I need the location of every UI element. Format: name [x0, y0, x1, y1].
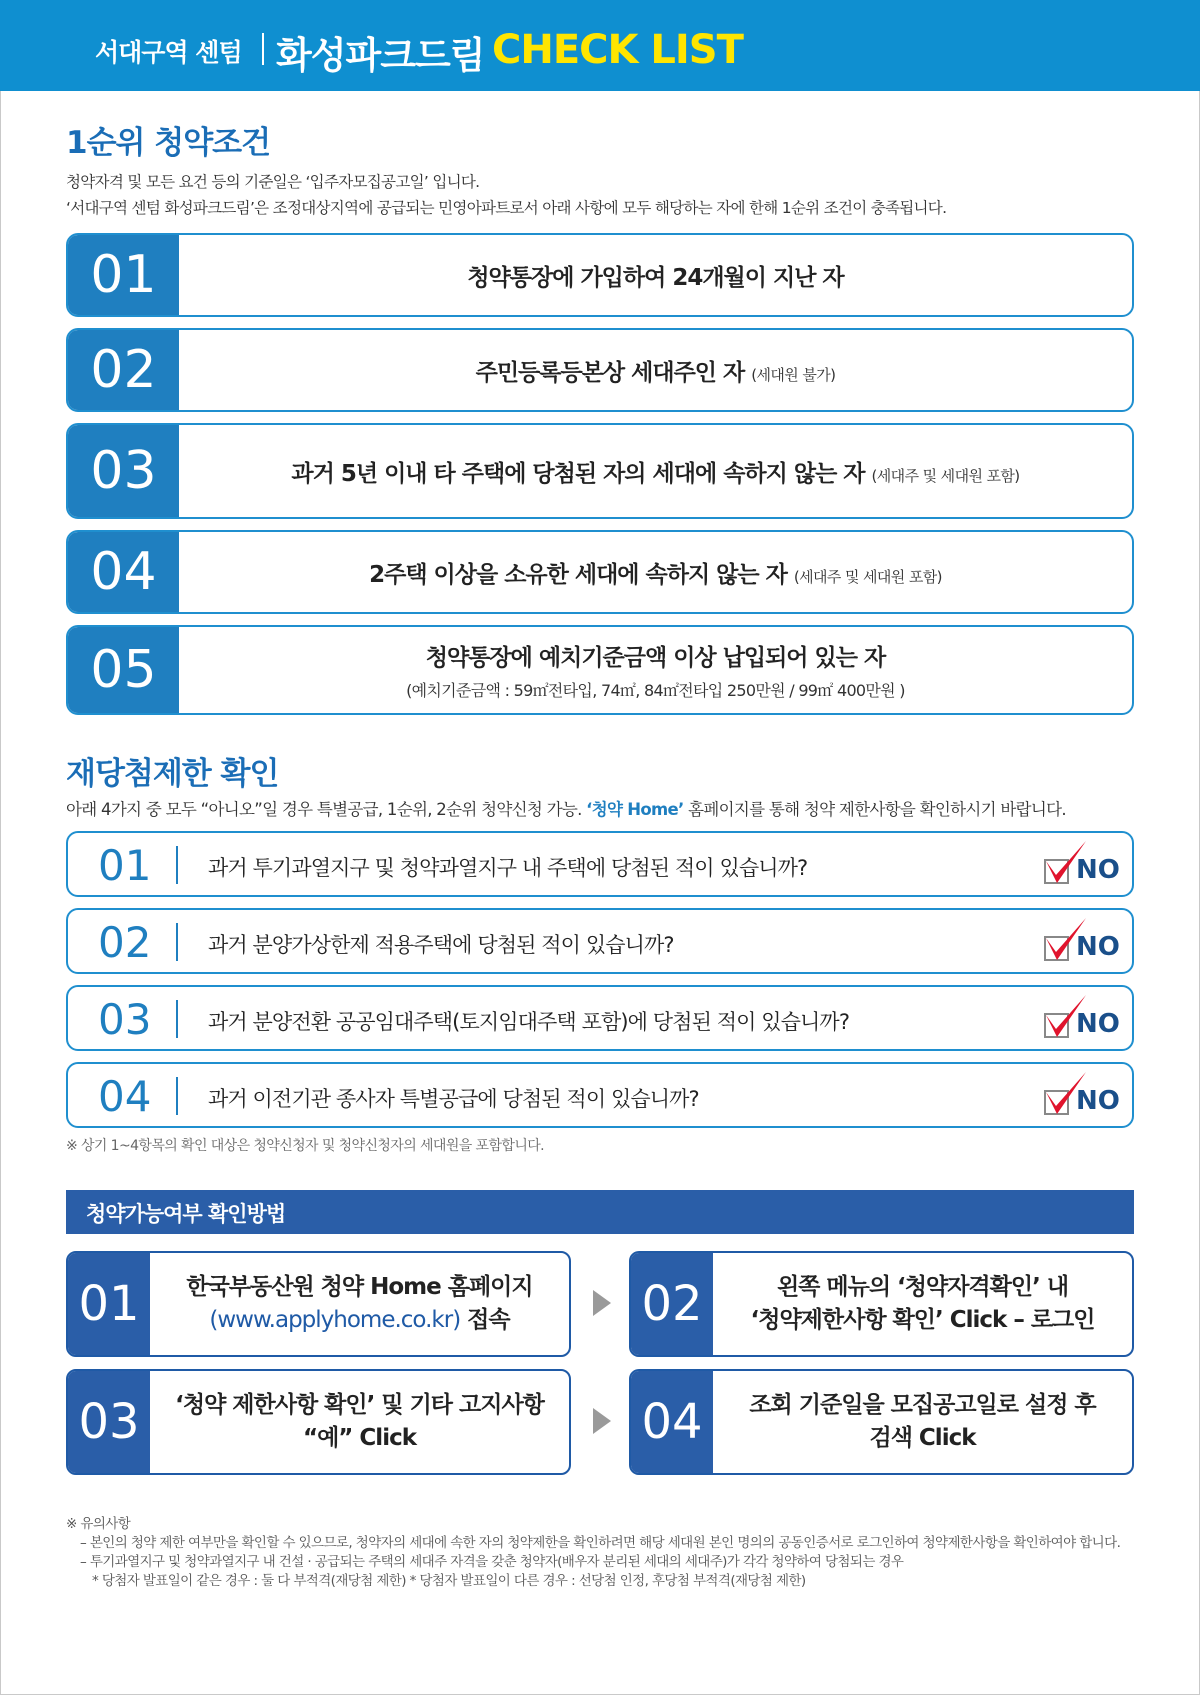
applyhome-highlight: ‘청약 Home’ [586, 800, 684, 819]
step-number: 02 [631, 1253, 713, 1355]
arrow-right-icon [593, 1290, 611, 1316]
header-divider [262, 33, 264, 65]
condition-text: 과거 5년 이내 타 주택에 당첨된 자의 세대에 속하지 않는 자 [291, 460, 865, 487]
section1-desc-1: 청약자격 및 모든 요건 등의 기준일은 ‘입주자모집공고일’ 입니다. [66, 173, 480, 191]
header-checklist: CHECK LIST [492, 27, 743, 73]
condition-note: (세대주 및 세대원 포함) [793, 567, 942, 586]
question-divider [176, 923, 178, 961]
condition-item [66, 423, 1134, 519]
condition-text: 청약통장에 예치기준금액 이상 납입되어 있는 자 [425, 645, 886, 671]
condition-number: 03 [68, 425, 179, 517]
step-card [629, 1369, 1134, 1475]
question-text: 과거 분양전환 공공임대주택(토지임대주택 포함)에 당첨된 적이 있습니까? [208, 1010, 850, 1034]
question-text: 과거 분양가상한제 적용주택에 당첨된 적이 있습니까? [208, 933, 674, 957]
condition-item [66, 625, 1134, 715]
section2-title: 재당첨제한 확인 [66, 756, 279, 792]
header-location: 서대구역 센텀 [95, 38, 242, 67]
question-row [66, 908, 1134, 974]
question-number: 01 [98, 841, 152, 890]
notes-line-1: – 본인의 청약 제한 여부만을 확인할 수 있으므로, 청약자의 세대에 속한 자의 청약제한을 확인하려면 해당 세대원 본인 명의의 공동인증서로 로그인하여 청약제한사항을 확인하여야 합니다. [80, 1535, 1121, 1551]
question-text: 과거 이전기관 종사자 특별공급에 당첨된 적이 있습니까? [208, 1087, 699, 1111]
step-number: 03 [68, 1371, 150, 1473]
condition-note: (세대원 불가) [751, 365, 836, 384]
condition-subtext: (예치기준금액 : 59㎡전타입, 74㎡, 84㎡전타입 250만원 / 99㎡ 400만원 ) [406, 681, 905, 700]
section2-desc [66, 796, 1066, 820]
question-row [66, 1062, 1134, 1128]
condition-note: (세대주 및 세대원 포함) [871, 466, 1020, 485]
condition-number: 02 [68, 330, 179, 410]
question-divider [176, 846, 178, 884]
header-brand: 화성파크드림 [276, 34, 485, 77]
step-number: 04 [631, 1371, 713, 1473]
section2-desc-after: 홈페이지를 통해 청약 제한사항을 확인하시기 바랍니다. [683, 800, 1066, 819]
step-card [629, 1251, 1134, 1357]
step-line-1: 왼쪽 메뉴의 ‘청약자격확인’ 내 [776, 1274, 1069, 1300]
step-number: 01 [68, 1253, 150, 1355]
step-card [66, 1251, 571, 1357]
notes-block [66, 1515, 1120, 1591]
section2-desc-before: 아래 4가지 중 모두 “아니오”일 경우 특별공급, 1순위, 2순위 청약신청 가능. [66, 800, 587, 819]
notes-line-3: * 당첨자 발표일이 같은 경우 : 둘 다 부적격(재당첨 제한) * 당첨자 발표일이 다른 경우 : 선당첨 인정, 후당첨 부적격(재당첨 제한) [92, 1573, 806, 1589]
step-line-1: ‘청약 제한사항 확인’ 및 기타 고지사항 [175, 1392, 544, 1418]
step-line-2: “예” Click [302, 1425, 417, 1451]
no-checkbox[interactable] [1040, 995, 1130, 1045]
section2-footnote: ※ 상기 1~4항목의 확인 대상은 청약신청자 및 청약신청자의 세대원을 포함합니다. [66, 1138, 545, 1154]
condition-text: 주민등록등본상 세대주인 자 [475, 359, 745, 386]
question-number: 04 [98, 1072, 152, 1121]
condition-text: 청약통장에 가입하여 24개월이 지난 자 [467, 264, 844, 291]
question-number: 02 [98, 918, 152, 967]
question-divider [176, 1000, 178, 1038]
step-line-2: 접속 [460, 1307, 510, 1333]
condition-number: 04 [68, 532, 179, 612]
question-row [66, 831, 1134, 897]
no-checkbox[interactable] [1040, 1072, 1130, 1122]
answer-label: NO [1076, 1086, 1120, 1116]
notes-title: ※ 유의사항 [66, 1516, 131, 1532]
step-line-2: ‘청약제한사항 확인’ Click – 로그인 [750, 1307, 1095, 1333]
step-card [66, 1369, 571, 1475]
condition-item [66, 328, 1134, 412]
question-divider [176, 1077, 178, 1115]
answer-label: NO [1076, 1009, 1120, 1039]
condition-number: 01 [68, 235, 179, 315]
condition-item [66, 530, 1134, 614]
no-checkbox[interactable] [1040, 918, 1130, 968]
condition-number: 05 [68, 627, 179, 713]
notes-line-2: – 투기과열지구 및 청약과열지구 내 건설 · 공급되는 주택의 세대주 자격을 갖춘 청약자(배우자 분리된 세대의 세대주)가 각각 청약하여 당첨되는 경우 [80, 1554, 904, 1570]
section3-header [66, 1190, 1134, 1234]
step-line-1: 조회 기준일을 모집공고일로 설정 후 [749, 1392, 1096, 1418]
section1-title: 1순위 청약조건 [66, 125, 271, 161]
step-line-1: 한국부동산원 청약 Home 홈페이지 [186, 1274, 533, 1300]
arrow-right-icon [593, 1408, 611, 1434]
question-number: 03 [98, 995, 152, 1044]
no-checkbox[interactable] [1040, 841, 1130, 891]
question-row [66, 985, 1134, 1051]
page-header [0, 0, 1200, 91]
answer-label: NO [1076, 855, 1120, 885]
condition-item [66, 233, 1134, 317]
answer-label: NO [1076, 932, 1120, 962]
section3-title: 청약가능여부 확인방법 [86, 1202, 286, 1226]
applyhome-link[interactable]: (www.applyhome.co.kr) [209, 1307, 461, 1333]
step-line-2: 검색 Click [869, 1425, 976, 1451]
condition-text: 2주택 이상을 소유한 세대에 속하지 않는 자 [369, 561, 787, 588]
question-text: 과거 투기과열지구 및 청약과열지구 내 주택에 당첨된 적이 있습니까? [208, 856, 808, 880]
section1-desc-2: ‘서대구역 센텀 화성파크드림’은 조정대상지역에 공급되는 민영아파트로서 아래 사항에 모두 해당하는 자에 한해 1순위 조건이 충족됩니다. [66, 199, 947, 217]
